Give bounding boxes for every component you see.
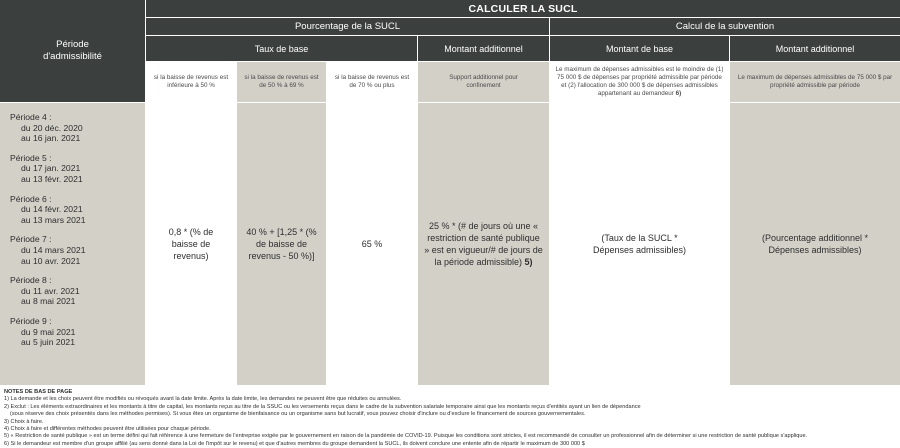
period-6 bbox=[10, 194, 145, 226]
period-8 bbox=[10, 275, 145, 307]
period-to: au 10 avr. 2021 bbox=[21, 255, 81, 266]
desc-col4-text: Support additionnel pour confinement bbox=[449, 74, 518, 89]
period-to: au 16 jan. 2021 bbox=[21, 133, 81, 144]
period-to: au 13 févr. 2021 bbox=[21, 173, 83, 184]
period-label: Période 4 : bbox=[10, 112, 52, 122]
period-from: du 14 févr. 2021 bbox=[21, 204, 83, 215]
period-label: Période 8 : bbox=[10, 275, 52, 286]
period-to: au 8 mai 2021 bbox=[21, 296, 76, 307]
footnote-2-cont: (sous réserve des choix présentés dans les méthodes permises). Si vous êtes un organisme de bienfaisance ou un organisme sans but lucratif, vous pouvez choisir d'inclure ou d'exclure le financement de sources gouvernementales. bbox=[10, 411, 586, 418]
value-col2-text: 40 % + [1,25 * (% de baisse de revenus - 50 %)] bbox=[246, 227, 317, 261]
subheader-montant-additionnel-left bbox=[418, 36, 549, 61]
desc-col6-text: Le maximum de dépenses admissibles de 75 000 $ par propriété admissible par période bbox=[737, 74, 893, 89]
desc-col5-wrap bbox=[554, 66, 725, 98]
value-col4-note: 5) bbox=[524, 257, 533, 267]
periods-list bbox=[10, 112, 145, 348]
footnote-3: 3) Choix à faire. bbox=[4, 418, 44, 425]
group-header-pourcentage-label: Pourcentage de la SUCL bbox=[294, 21, 401, 32]
footnote-1: 1) La demande et les choix peuvent être modifiés ou révoqués avant la date limite. Après la date limite, les demandes ne peuvent être que réduites ou annulées. bbox=[4, 396, 402, 403]
period-from: du 11 avr. 2021 bbox=[21, 285, 80, 296]
footnote-6: 6) Si le demandeur est membre d'un groupe affilié (au sens donné dans la Loi de l'impôt sur le revenu) et que d'autres membres du groupe demandent la SUCL, ils doivent conclure une entente afin de répartir le maximum de 300 000 $ bbox=[4, 440, 585, 447]
subheader-taux-de-base bbox=[146, 36, 417, 61]
period-4 bbox=[10, 112, 145, 144]
period-9 bbox=[10, 316, 145, 348]
group-header-calcul bbox=[550, 18, 900, 35]
footnote-4: 4) Choix à faire et différentes méthodes peuvent être utilisées pour chaque période. bbox=[4, 426, 211, 433]
subheader-montant-additionnel-left-label: Montant additionnel bbox=[444, 43, 523, 54]
group-header-pourcentage bbox=[146, 18, 549, 35]
subheader-montant-de-base bbox=[550, 36, 729, 61]
footnotes bbox=[4, 389, 896, 447]
subheader-taux-de-base-label: Taux de base bbox=[254, 43, 309, 54]
desc-col5 bbox=[550, 62, 729, 102]
period-from: du 9 mai 2021 bbox=[21, 326, 76, 337]
value-col2 bbox=[237, 103, 326, 385]
desc-col6 bbox=[730, 62, 900, 102]
value-col4-wrap bbox=[424, 220, 543, 268]
value-col1 bbox=[146, 103, 236, 385]
value-col6 bbox=[730, 103, 900, 385]
period-from: du 17 jan. 2021 bbox=[21, 163, 81, 174]
period-label: Période 7 : bbox=[10, 234, 52, 245]
desc-col4 bbox=[418, 62, 549, 102]
desc-col5-note: 6) bbox=[675, 90, 682, 97]
subheader-montant-de-base-label: Montant de base bbox=[605, 43, 674, 54]
subheader-montant-additionnel-right bbox=[730, 36, 900, 61]
footnotes-title: NOTES DE BAS DE PAGE bbox=[4, 389, 73, 395]
value-col6-text: (Pourcentage additionnel * Dépenses admissibles) bbox=[761, 233, 869, 255]
table-title bbox=[146, 0, 900, 17]
value-col5-text: (Taux de la SUCL * Dépenses admissibles) bbox=[592, 233, 687, 255]
value-col1-text: 0,8 * (% de baisse de revenus) bbox=[168, 227, 214, 261]
value-col4-text: 25 % * (# de jours où une « restriction de santé publique » est en vigueur/# de jours de la période admissible) bbox=[424, 221, 543, 267]
desc-col2 bbox=[237, 62, 326, 102]
desc-col3 bbox=[327, 62, 417, 102]
period-label: Période 9 : bbox=[10, 315, 52, 326]
subheader-montant-additionnel-right-label: Montant additionnel bbox=[775, 43, 855, 54]
table-title-text: CALCULER LA SUCL bbox=[468, 2, 578, 15]
group-header-calcul-label: Calcul de la subvention bbox=[675, 21, 775, 32]
desc-col1-text: si la baisse de revenus est inférieure à 50 % bbox=[153, 74, 229, 89]
period-label: Période 6 : bbox=[10, 193, 52, 204]
footnote-5: 5) « Restriction de santé publique » est un terme défini qui fait référence à une fermeture de l'entreprise exigée par le gouvernement en raison de la pandémie de COVID-19. Puisque les conditions sont strictes, il est recommandé de consulter un professionnel afin de déterminer si une restriction de santé publique s'applique. bbox=[4, 433, 808, 440]
period-label: Période 5 : bbox=[10, 152, 52, 163]
period-from: du 20 déc. 2020 bbox=[21, 122, 83, 133]
desc-col5-text: Le maximum de dépenses admissibles est le moindre de (1) 75 000 $ de dépenses par propriété admissible par période et (2) l'allocation de 300 000 $ de dépenses admissibles appartenant au demandeur bbox=[555, 66, 724, 97]
footnote-2: 2) Exclut : Les éléments extraordinaires et les montants à titre de capital, les montants reçus au titre de la SSUC ou les versements reçus dans le cadre de la subvention salariale temporaire ainsi que les montants reçus d'entités ayant un lien de dépendance bbox=[4, 403, 641, 410]
periode-header bbox=[0, 0, 145, 102]
value-col5 bbox=[550, 103, 729, 385]
period-7 bbox=[10, 234, 145, 266]
period-from: du 14 mars 2021 bbox=[21, 244, 86, 255]
period-to: au 5 juin 2021 bbox=[21, 337, 75, 348]
periode-header-label: Période d'admissibilité bbox=[43, 39, 102, 62]
desc-col3-text: si la baisse de revenus est de 70 % ou plus bbox=[334, 74, 410, 89]
value-col3-text: 65 % bbox=[361, 239, 383, 249]
value-col4 bbox=[418, 103, 549, 385]
desc-col1 bbox=[146, 62, 236, 102]
period-to: au 13 mars 2021 bbox=[21, 214, 86, 225]
period-5 bbox=[10, 153, 145, 185]
value-col3 bbox=[327, 103, 417, 385]
desc-col2-text: si la baisse de revenus est de 50 % à 69 % bbox=[244, 74, 319, 89]
periods-cell bbox=[0, 103, 145, 385]
